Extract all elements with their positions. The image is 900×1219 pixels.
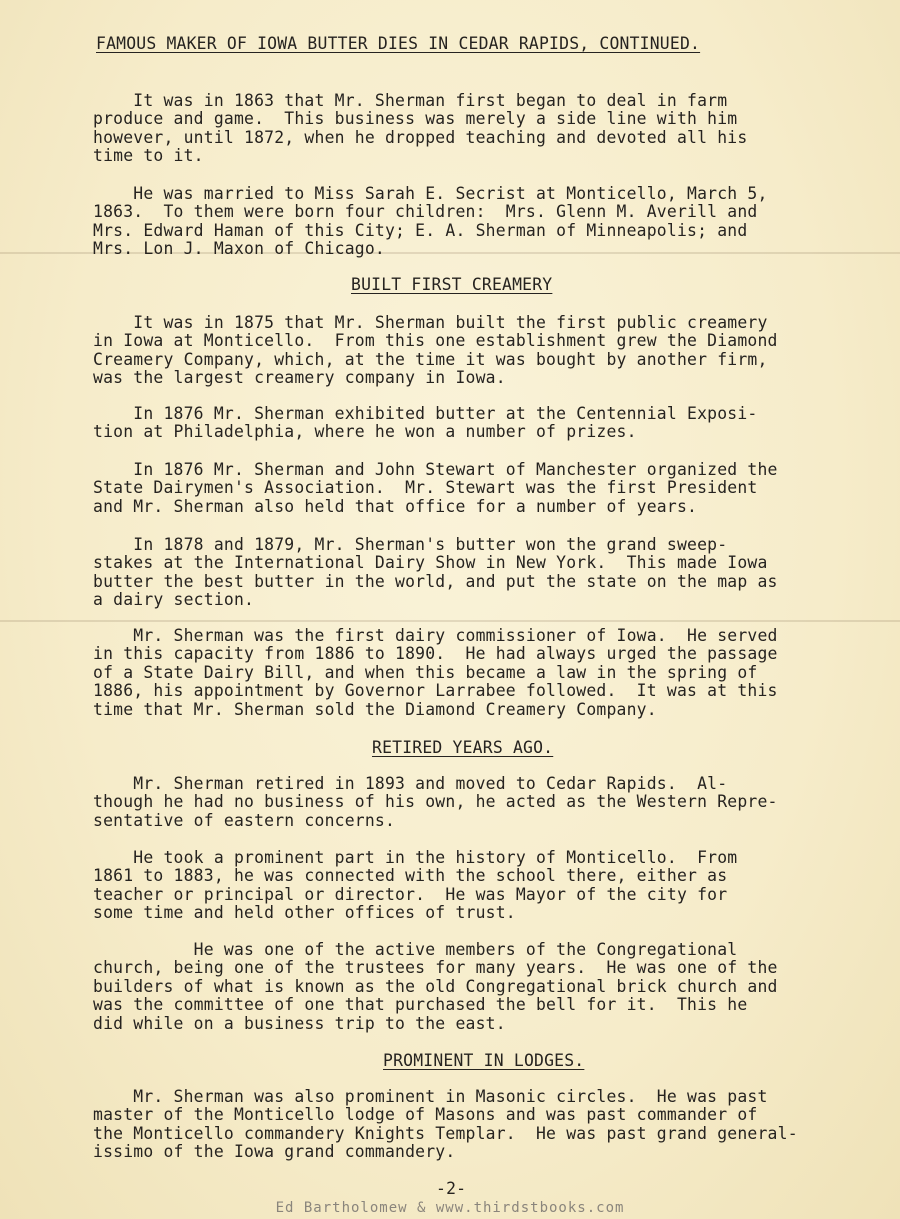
section-heading: RETIRED YEARS AGO. (372, 738, 554, 757)
text-line: the Monticello commandery Knights Templar. He was past grand general- (93, 1123, 798, 1143)
text-line: It was in 1863 that Mr. Sherman first began to deal in farm (93, 91, 728, 110)
text-line: In 1878 and 1879, Mr. Sherman's butter won the grand sweep- (93, 535, 728, 554)
text-line: time that Mr. Sherman sold the Diamond Creamery Company. (93, 699, 657, 719)
text-line: Mr. Sherman was the first dairy commissioner of Iowa. He served (93, 626, 778, 645)
section-heading: PROMINENT IN LODGES. (383, 1051, 585, 1070)
text-line: produce and game. This business was merely a side line with him (93, 109, 738, 129)
text-line: of a State Dairy Bill, and when this became a law in the spring of (93, 662, 758, 682)
text-line: and Mr. Sherman also held that office for a number of years. (93, 496, 698, 516)
paragraph (93, 536, 883, 610)
page-number: -2- (436, 1179, 467, 1198)
text-line: tion at Philadelphia, where he won a number of prizes. (93, 422, 637, 442)
text-line: butter the best butter in the world, and put the state on the map as (93, 571, 778, 591)
text-line: was the committee of one that purchased the bell for it. This he (93, 995, 748, 1015)
paragraph (93, 849, 883, 923)
text-line: a dairy section. (93, 590, 255, 610)
text-line: did while on a business trip to the east. (93, 1013, 506, 1033)
text-line: 1861 to 1883, he was connected with the school there, either as (93, 866, 728, 886)
page-title: FAMOUS MAKER OF IOWA BUTTER DIES IN CEDAR RAPIDS, CONTINUED. (96, 34, 701, 53)
text-line: 1886, his appointment by Governor Larrabee followed. It was at this (93, 681, 778, 701)
paragraph (93, 627, 883, 719)
text-line: however, until 1872, when he dropped teaching and devoted all his (93, 127, 748, 147)
text-line: He was one of the active members of the Congregational (93, 940, 738, 959)
text-line: It was in 1875 that Mr. Sherman built the first public creamery (93, 313, 768, 332)
text-line: Mrs. Edward Haman of this City; E. A. Sherman of Minneapolis; and (93, 220, 748, 240)
text-line: Creamery Company, which, at the time it was bought by another firm, (93, 349, 768, 369)
text-line: In 1876 Mr. Sherman and John Stewart of Manchester organized the (93, 460, 778, 479)
text-line: master of the Monticello lodge of Masons and was past commander of (93, 1105, 758, 1125)
text-line: Mrs. Lon J. Maxon of Chicago. (93, 239, 385, 259)
text-line: issimo of the Iowa grand commandery. (93, 1142, 456, 1162)
text-line: though he had no business of his own, he acted as the Western Repre- (93, 792, 778, 812)
section-heading: BUILT FIRST CREAMERY (351, 275, 553, 294)
text-line: builders of what is known as the old Congregational brick church and (93, 976, 778, 996)
paragraph (93, 405, 883, 442)
text-line: in Iowa at Monticello. From this one establishment grew the Diamond (93, 331, 778, 351)
paragraph (93, 461, 883, 516)
text-line: He took a prominent part in the history of Monticello. From (93, 848, 738, 867)
text-line: sentative of eastern concerns. (93, 810, 396, 830)
text-line: 1863. To them were born four children: Mrs. Glenn M. Averill and (93, 202, 758, 222)
text-line: State Dairymen's Association. Mr. Stewart was the first President (93, 478, 758, 498)
text-line: teacher or principal or director. He was Mayor of the city for (93, 884, 728, 904)
text-line: In 1876 Mr. Sherman exhibited butter at the Centennial Exposi- (93, 404, 758, 423)
paragraph (93, 185, 883, 259)
paragraph (93, 92, 883, 166)
text-line: He was married to Miss Sarah E. Secrist at Monticello, March 5, (93, 184, 768, 203)
text-line: Mr. Sherman retired in 1893 and moved to Cedar Rapids. Al- (93, 774, 728, 793)
text-line: was the largest creamery company in Iowa. (93, 368, 506, 388)
text-line: stakes at the International Dairy Show in New York. This made Iowa (93, 553, 768, 573)
text-line: in this capacity from 1886 to 1890. He had always urged the passage (93, 644, 778, 664)
text-line: some time and held other offices of trust. (93, 903, 516, 923)
paragraph (93, 775, 883, 830)
text-line: Mr. Sherman was also prominent in Masonic circles. He was past (93, 1087, 768, 1106)
paragraph (93, 941, 883, 1033)
text-line: time to it. (93, 146, 204, 166)
paper-fold-line (0, 620, 900, 622)
paragraph (93, 1088, 883, 1162)
credit-watermark: Ed Bartholomew & www.thirdstbooks.com (275, 1200, 625, 1216)
paragraph (93, 314, 883, 388)
text-line: church, being one of the trustees for many years. He was one of the (93, 958, 778, 978)
